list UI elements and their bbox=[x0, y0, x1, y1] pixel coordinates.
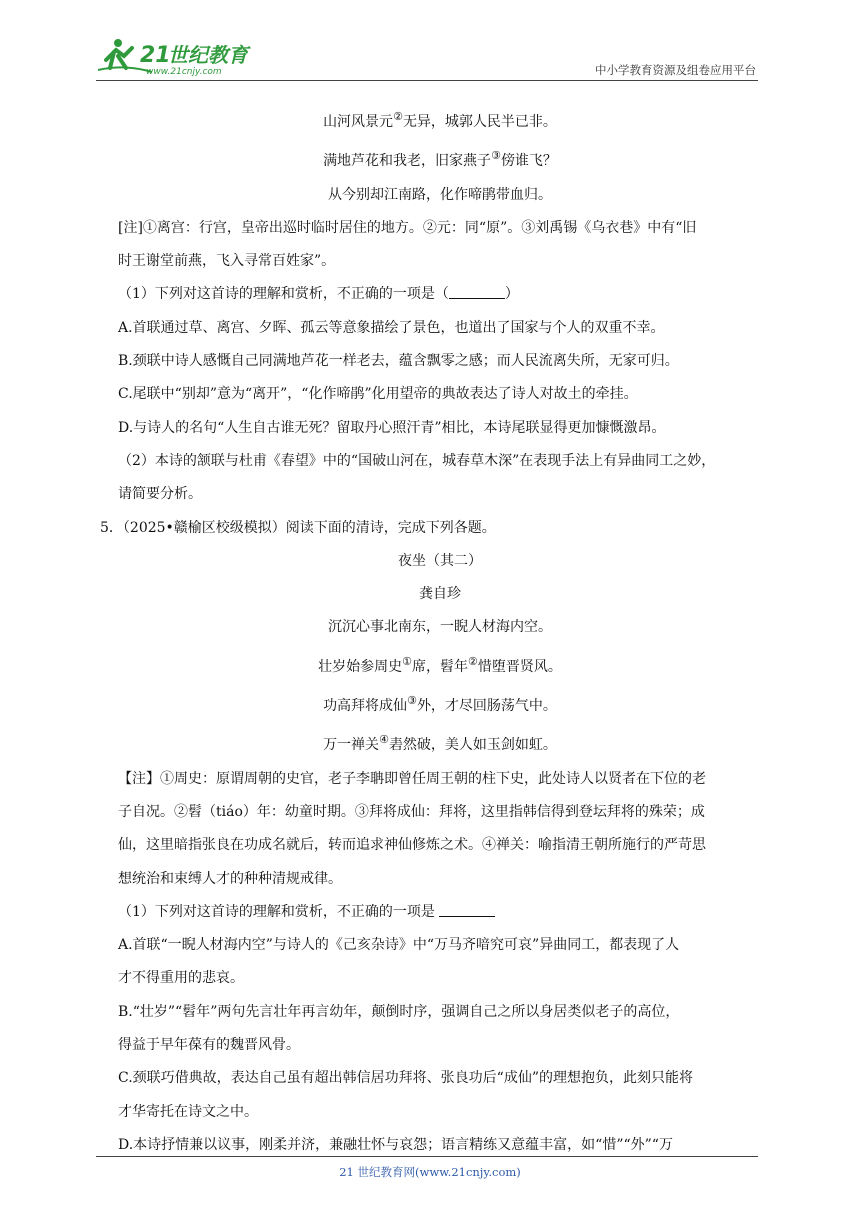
answer-blank[interactable] bbox=[439, 904, 495, 917]
logo-runner-icon bbox=[96, 34, 266, 78]
poem-title: 夜坐（其二） bbox=[398, 552, 482, 569]
poem-line bbox=[118, 139, 762, 178]
note-marker: ② bbox=[468, 654, 478, 668]
document-body bbox=[100, 100, 762, 1162]
annotation-line: [注]①离宫：行宫，皇帝出巡时临时居住的地方。②元：同“原”。③刘禹锡《乌衣巷》中有“旧 bbox=[118, 219, 697, 236]
poem-line: 沉沉心事北南东，一睨人材海内空。 bbox=[328, 619, 552, 636]
option-b: B.“壮岁”“髫年”两句先言壮年再言幼年，颠倒时序，强调自己之所以身居类似老子的高位， bbox=[118, 1003, 680, 1020]
question-stem: 请简要分析。 bbox=[118, 486, 202, 503]
poem-text: 山河风景元 bbox=[323, 114, 394, 130]
poem-text: 砉然破，美人如玉剑如虹。 bbox=[388, 737, 557, 754]
header-divider bbox=[96, 80, 758, 81]
poem-line bbox=[118, 645, 762, 684]
poem-line bbox=[118, 723, 762, 762]
svg-text:www.21cnjy.com: www.21cnjy.com bbox=[146, 67, 222, 77]
poem-text: 无异，城郭人民半已非。 bbox=[402, 114, 557, 130]
option-c: C.尾联中“别却”意为“离开”，“化作啼鹃”化用望帝的典故表达了诗人对故土的牵挂。 bbox=[118, 386, 638, 403]
poem-author: 龚自珍 bbox=[419, 586, 461, 603]
note-marker: ③ bbox=[491, 149, 501, 163]
poem-line bbox=[118, 100, 762, 139]
poem-text: 席，髫年 bbox=[412, 658, 468, 675]
note-marker: ② bbox=[393, 110, 403, 123]
question-text: ） bbox=[504, 286, 519, 303]
question-text: （1）下列对这首诗的理解和赏析，不正确的一项是（ bbox=[118, 286, 449, 303]
option-a-cont: 才不得重用的悲哀。 bbox=[118, 970, 244, 987]
footer-divider bbox=[96, 1156, 758, 1157]
note-marker: ③ bbox=[407, 694, 417, 708]
annotation-line: 子自况。②髫（tiáo）年：幼童时期。③拜将成仙：拜将，这里指韩信得到登坛拜将的殊荣；成 bbox=[118, 803, 705, 820]
question-stem bbox=[118, 896, 762, 929]
note-marker: ④ bbox=[379, 733, 389, 747]
poem-text: 傍谁飞？ bbox=[500, 153, 557, 170]
option-a: A.首联通过草、离宫、夕晖、孤云等意象描绘了景色，也道出了国家与个人的双重不幸。 bbox=[118, 319, 665, 336]
site-logo bbox=[96, 34, 266, 78]
poem-line bbox=[118, 684, 762, 723]
question-stem: （2）本诗的颔联与杜甫《春望》中的“国破山河在，城春草木深”在表现手法上有异曲同工之妙， bbox=[118, 452, 716, 469]
svg-text:世纪教育: 世纪教育 bbox=[168, 43, 248, 67]
poem-text: 满地芦花和我老，旧家燕子 bbox=[323, 153, 492, 170]
svg-text:21: 21 bbox=[140, 43, 171, 68]
poem-text: 万一禅关 bbox=[323, 737, 380, 754]
option-a: A.首联“一睨人材海内空”与诗人的《己亥杂诗》中“万马齐喑究可哀”异曲同工，都表现了人 bbox=[118, 937, 680, 954]
question-stem bbox=[118, 278, 762, 311]
annotation-line: 【注】①周史：原谓周朝的史官，老子李聃即曾任周王朝的柱下史，此处诗人以贤者在下位的老 bbox=[118, 770, 706, 787]
poem-text: 功高拜将成仙 bbox=[323, 698, 408, 715]
option-d: D.本诗抒情兼以议事，刚柔并济，兼融壮怀与哀怨；语言精练又意蕴丰富，如“惜”“外”“万 bbox=[118, 1136, 673, 1153]
annotation-line: 仙，这里暗指张良在功成名就后，转而追求神仙修炼之术。④禅关：喻指清王朝所施行的严苛思 bbox=[118, 837, 706, 854]
answer-blank[interactable] bbox=[449, 286, 505, 299]
option-b: B.颈联中诗人感慨自己同满地芦花一样老去，蕴含飘零之感；而人民流离失所，无家可归。 bbox=[118, 353, 679, 370]
question-text: （1）下列对这首诗的理解和赏析，不正确的一项是 bbox=[118, 903, 435, 920]
option-b-cont: 得益于早年葆有的魏晋风骨。 bbox=[118, 1037, 300, 1054]
option-d: D.与诗人的名句“人生自古谁无死？留取丹心照汗青”相比，本诗尾联显得更加慷慨激昂。 bbox=[118, 419, 666, 436]
annotation-line: 想统治和束缚人才的种种清规戒律。 bbox=[118, 870, 342, 887]
footer-link[interactable]: 21 世纪教育网(www.21cnjy.com) bbox=[339, 1165, 521, 1179]
platform-label: 中小学教育资源及组卷应用平台 bbox=[595, 63, 756, 77]
note-marker: ① bbox=[402, 654, 412, 668]
option-c-cont: 才华寄托在诗文之中。 bbox=[118, 1103, 258, 1120]
option-c: C.颈联巧借典故，表达自己虽有超出韩信居功拜将、张良功后“成仙”的理想抱负，此刻只能将 bbox=[118, 1070, 693, 1087]
poem-line: 从今别却江南路，化作啼鹃带血归。 bbox=[328, 186, 552, 203]
poem-text: 惜堕晋贤风。 bbox=[477, 658, 562, 675]
poem-text: 外，才尽回肠荡气中。 bbox=[416, 698, 557, 715]
annotation-line: 时王谢堂前燕，飞入寻常百姓家”。 bbox=[118, 253, 336, 270]
question-intro: 5．（2025•赣榆区校级模拟）阅读下面的清诗，完成下列各题。 bbox=[100, 519, 496, 536]
poem-text: 壮岁始参周史 bbox=[318, 658, 403, 675]
